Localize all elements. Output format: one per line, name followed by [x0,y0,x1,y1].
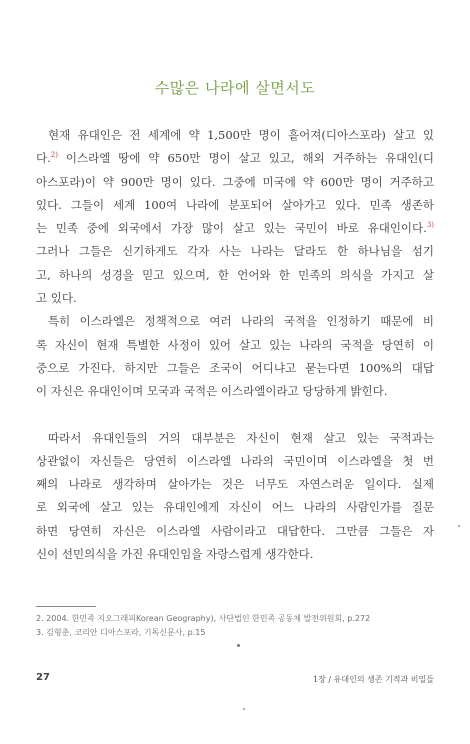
text-line: 특히 이스라엘은 정책적으로 여러 나라의 국적을 인정하기 때문에 비 [48,314,434,329]
text-line: 는 민족 중에 외국에서 가장 많이 살고 있는 국민이 바로 유대인이다.$^{3)}$ [36,221,434,236]
text-line: 록 자신이 현재 특별한 사정이 있어 살고 있는 나라의 국적을 당연히 이 [36,337,434,352]
footnote-2: 2. 2004. 한민족 지오그래피Korean Geography), 사단법인 한민족 공동체 발전위원회, p.272 [36,614,371,623]
footnote-3: 3. 김형춘, 코리안 디아스포라, 기독신문사, p.15 [36,628,206,637]
text-line: 중으로 가진다. 하지만 그들은 조국이 어디냐고 묻는다면 100%의 대답 [36,360,434,375]
text-line: 하면 당연히 자신은 이스라엘 사람이라고 대답한다. 그만큼 그들은 자 [36,523,434,538]
text-line: 고 있다. [36,291,77,306]
text-line: 상관없이 자신들은 당연히 이스라엘 나라의 국민이며 이스라엘을 첫 번 [36,453,434,468]
print-dot [237,644,240,647]
print-dot [243,708,245,710]
text-line: 째의 나라로 생각하며 살아가는 것은 너무도 자연스러운 일이다. 실제 [36,477,434,492]
footnote-divider [36,606,96,607]
text-line: 이 자신은 유대인이며 모국과 국적은 이스라엘이라고 당당하게 밝힌다. [36,384,388,399]
text-line: 다.$^{2)}$ 이스라엘 땅에 약 650만 명이 살고 있고, 해외 거주하는 유대인(디 [36,151,434,166]
page-number: 27 [36,672,50,683]
paragraph-gap [36,404,434,427]
text-line: 신이 선민의식을 가진 유대인임을 자랑스럽게 생각한다. [36,547,314,562]
section-heading: 수많은 나라에 살면서도 [154,79,316,97]
footnote-ref[interactable]: 3) [426,221,434,230]
text-line: 로 외국에 살고 있는 유대인에게 자신이 어느 나라의 사람인가를 질문 [36,500,434,515]
footnotes [36,612,436,640]
text-line: 그러나 그들은 신기하게도 각자 사는 나라는 달라도 한 하나님을 섬기 [36,244,434,259]
text-line: 고, 하나의 성경을 믿고 있으며, 한 언어와 한 민족의 의식을 가지고 살 [36,267,434,282]
text-line: 따라서 유대인들의 거의 대부분은 자신이 현재 살고 있는 국적과는 [48,430,434,445]
footnote-ref[interactable]: 2) [50,151,58,160]
body-text [36,124,434,566]
text-line: 있다. 그들이 세계 100여 나라에 분포되어 살아가고 있다. 민족 생존하 [36,197,434,212]
print-dot [458,525,460,527]
text-line: 현재 유대인은 전 세계에 약 1,500만 명이 흩어져(디아스포라) 살고 있 [48,128,434,142]
text-line: 아스포라)이 약 900만 명이 있다. 그중에 미국에 약 600만 명이 거주하고 [36,174,434,189]
running-head: 1장 / 유대인의 생존 기적과 비밀들 [313,675,434,684]
